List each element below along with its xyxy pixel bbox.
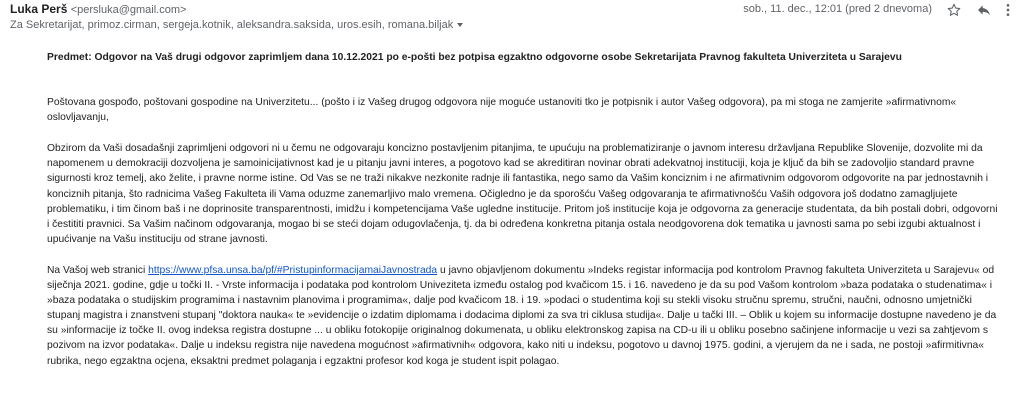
email-header <box>0 0 1024 34</box>
star-icon <box>946 2 962 18</box>
sender-email[interactable]: <persluka@gmail.com> <box>70 4 187 16</box>
email-body <box>47 50 1002 369</box>
reply-button[interactable] <box>974 0 994 20</box>
paragraph-prefix: Na Vašoj web stranici <box>47 264 149 276</box>
email-date: sob., 11. dec., 12:01 (pred 2 dnevoma) <box>743 3 932 15</box>
more-options-button[interactable] <box>998 0 1018 20</box>
website-link[interactable]: https://www.pfsa.unsa.ba/pf/#PristupinformacijamaiJavnostrada <box>148 264 438 276</box>
recipients-toggle[interactable] <box>10 19 463 31</box>
recipients-text: Za Sekretarijat, primoz.cirman, sergeja.kotnik, aleksandra.saksida, uros.esih, romana.biljak <box>10 19 454 31</box>
more-vert-icon <box>1000 2 1016 18</box>
website-paragraph <box>47 263 1002 369</box>
reply-icon <box>976 2 992 18</box>
greeting-paragraph: Poštovana gospođo, poštovani gospodine na Univerzitetu... (pošto i iz Vašeg drugog odgovora nije moguće ustanoviti tko je potpisnik i autor Vašeg odgovora), pa mi stoga ne zamjerite »afirmativnom« oslovljavanju, <box>47 97 957 124</box>
body-paragraph: Obzirom da Vaši dosadašnji zaprimljeni odgovori ni u čemu ne odgovaraju koncizno postavljenim pitanjima, te upućuju na problematiziranje o javnom interesu državljana Republike Slovenije, dozvolite mi da napomenem u demokraciji dozvoljena je samoinicijativnost kad je u pitanju javni interes, a pogotovo kad se akreditiran novinar obrati adekvatnoj instituciji, koja je ključ da bih se zadovoljio standard pravne sigurnosti kroz temelj, ako želite, i pravne norme istine. Od Vas se ne traži nikakve nezkonite radnje ili fantastika, nego samo da Vašim konciznim i ne afirmativnim odgovorom odgovorite na par jednostavnih i konciznih pitanja, što radnicima Vašeg Fakulteta ili Vama oduzme zanemarljivo malo vremena. Očigledno je da sporošću Vašeg odgovaranja te afirmativnošću Vaših odgovora još dodatno zamagljujete problematiku, i tim činom baš i ne doprinosite transparentnosti, imidžu i kompetencijama Vaše ugledne institucije. Pritom još institucije koja je odgovorna za generacije studentata, da bih postali dobri, odgovorni i čestititi pravnici. Sa Vašim načinom odgovaranja, mogao bi se steći dojam odugovlačenja, tj. da bi određena konkretna pitanja ostala neodgovorena dok tematika u javnosti sama po sebi izgubi aktualnost i upućivanje na Vašu instituciju od strane javnosti. <box>47 143 998 245</box>
caret-down-icon[interactable] <box>457 23 463 27</box>
star-button[interactable] <box>944 0 964 20</box>
paragraph-suffix: u javno objavljenom dokumentu »Indeks registar informacija pod kontrolom Pravnog fakulteta Univerziteta u Sarajevu« od siječnja 2021. godine, gdje u točki II. - Vrste informacija i podataka pod kontrolom Univeziteta između ostalog pod kvačicom 15. i 16. navedeno je da su pod Vašom kontrolom »baza podataka o studenatima« i »baza podataka o studijskim programima i nastavnim planovima i programima«, dalje pod kvačicom 18. i 19. »podaci o studentima koji su stekli visoku stručnu spremu, stručni, naučni, odnosno umjetnički stupanj magistra i znanstveni stupanj "doktora nauka« te »evidencije o izdatim diplomama i dodacima diplomi za sva tri ciklusa studija«. Dalje u tački III. – Oblik u kojem su informacije dostupne navedeno je da su »informacije iz točke II. ovog indeksa registra dostupne ... u obliku fotokopije originalnog dokumenata, u obliku elektronskog zapisa na CD-u ili u obliku posebno sačinjene informacije u vezi sa zahtjevom s pozivom na izvor podataka«. Dalje u indeksu registra nije navedena mogućnost »afirmativnih« odgovora, kako niti u indeksu, pogotovo u davnoj 1975. godini, a vjerujem da ne i sada, ne postoji »afirmitivna« rubrika, nego egzaktna ocjena, eksaktni predmet polaganja i egzaktni profesor kod koga je student ispit polagao. <box>47 264 997 367</box>
email-subject: Predmet: Odgovor na Vaš drugi odgovor zaprimljem dana 10.12.2021 po e-pošti bez potpisa egzaktno odgovorne osobe Sekretarijata Pravnog fakulteta Univerziteta u Sarajevu <box>47 52 902 63</box>
sender-name[interactable]: Luka Perš <box>10 2 68 16</box>
sender-line <box>10 2 186 16</box>
